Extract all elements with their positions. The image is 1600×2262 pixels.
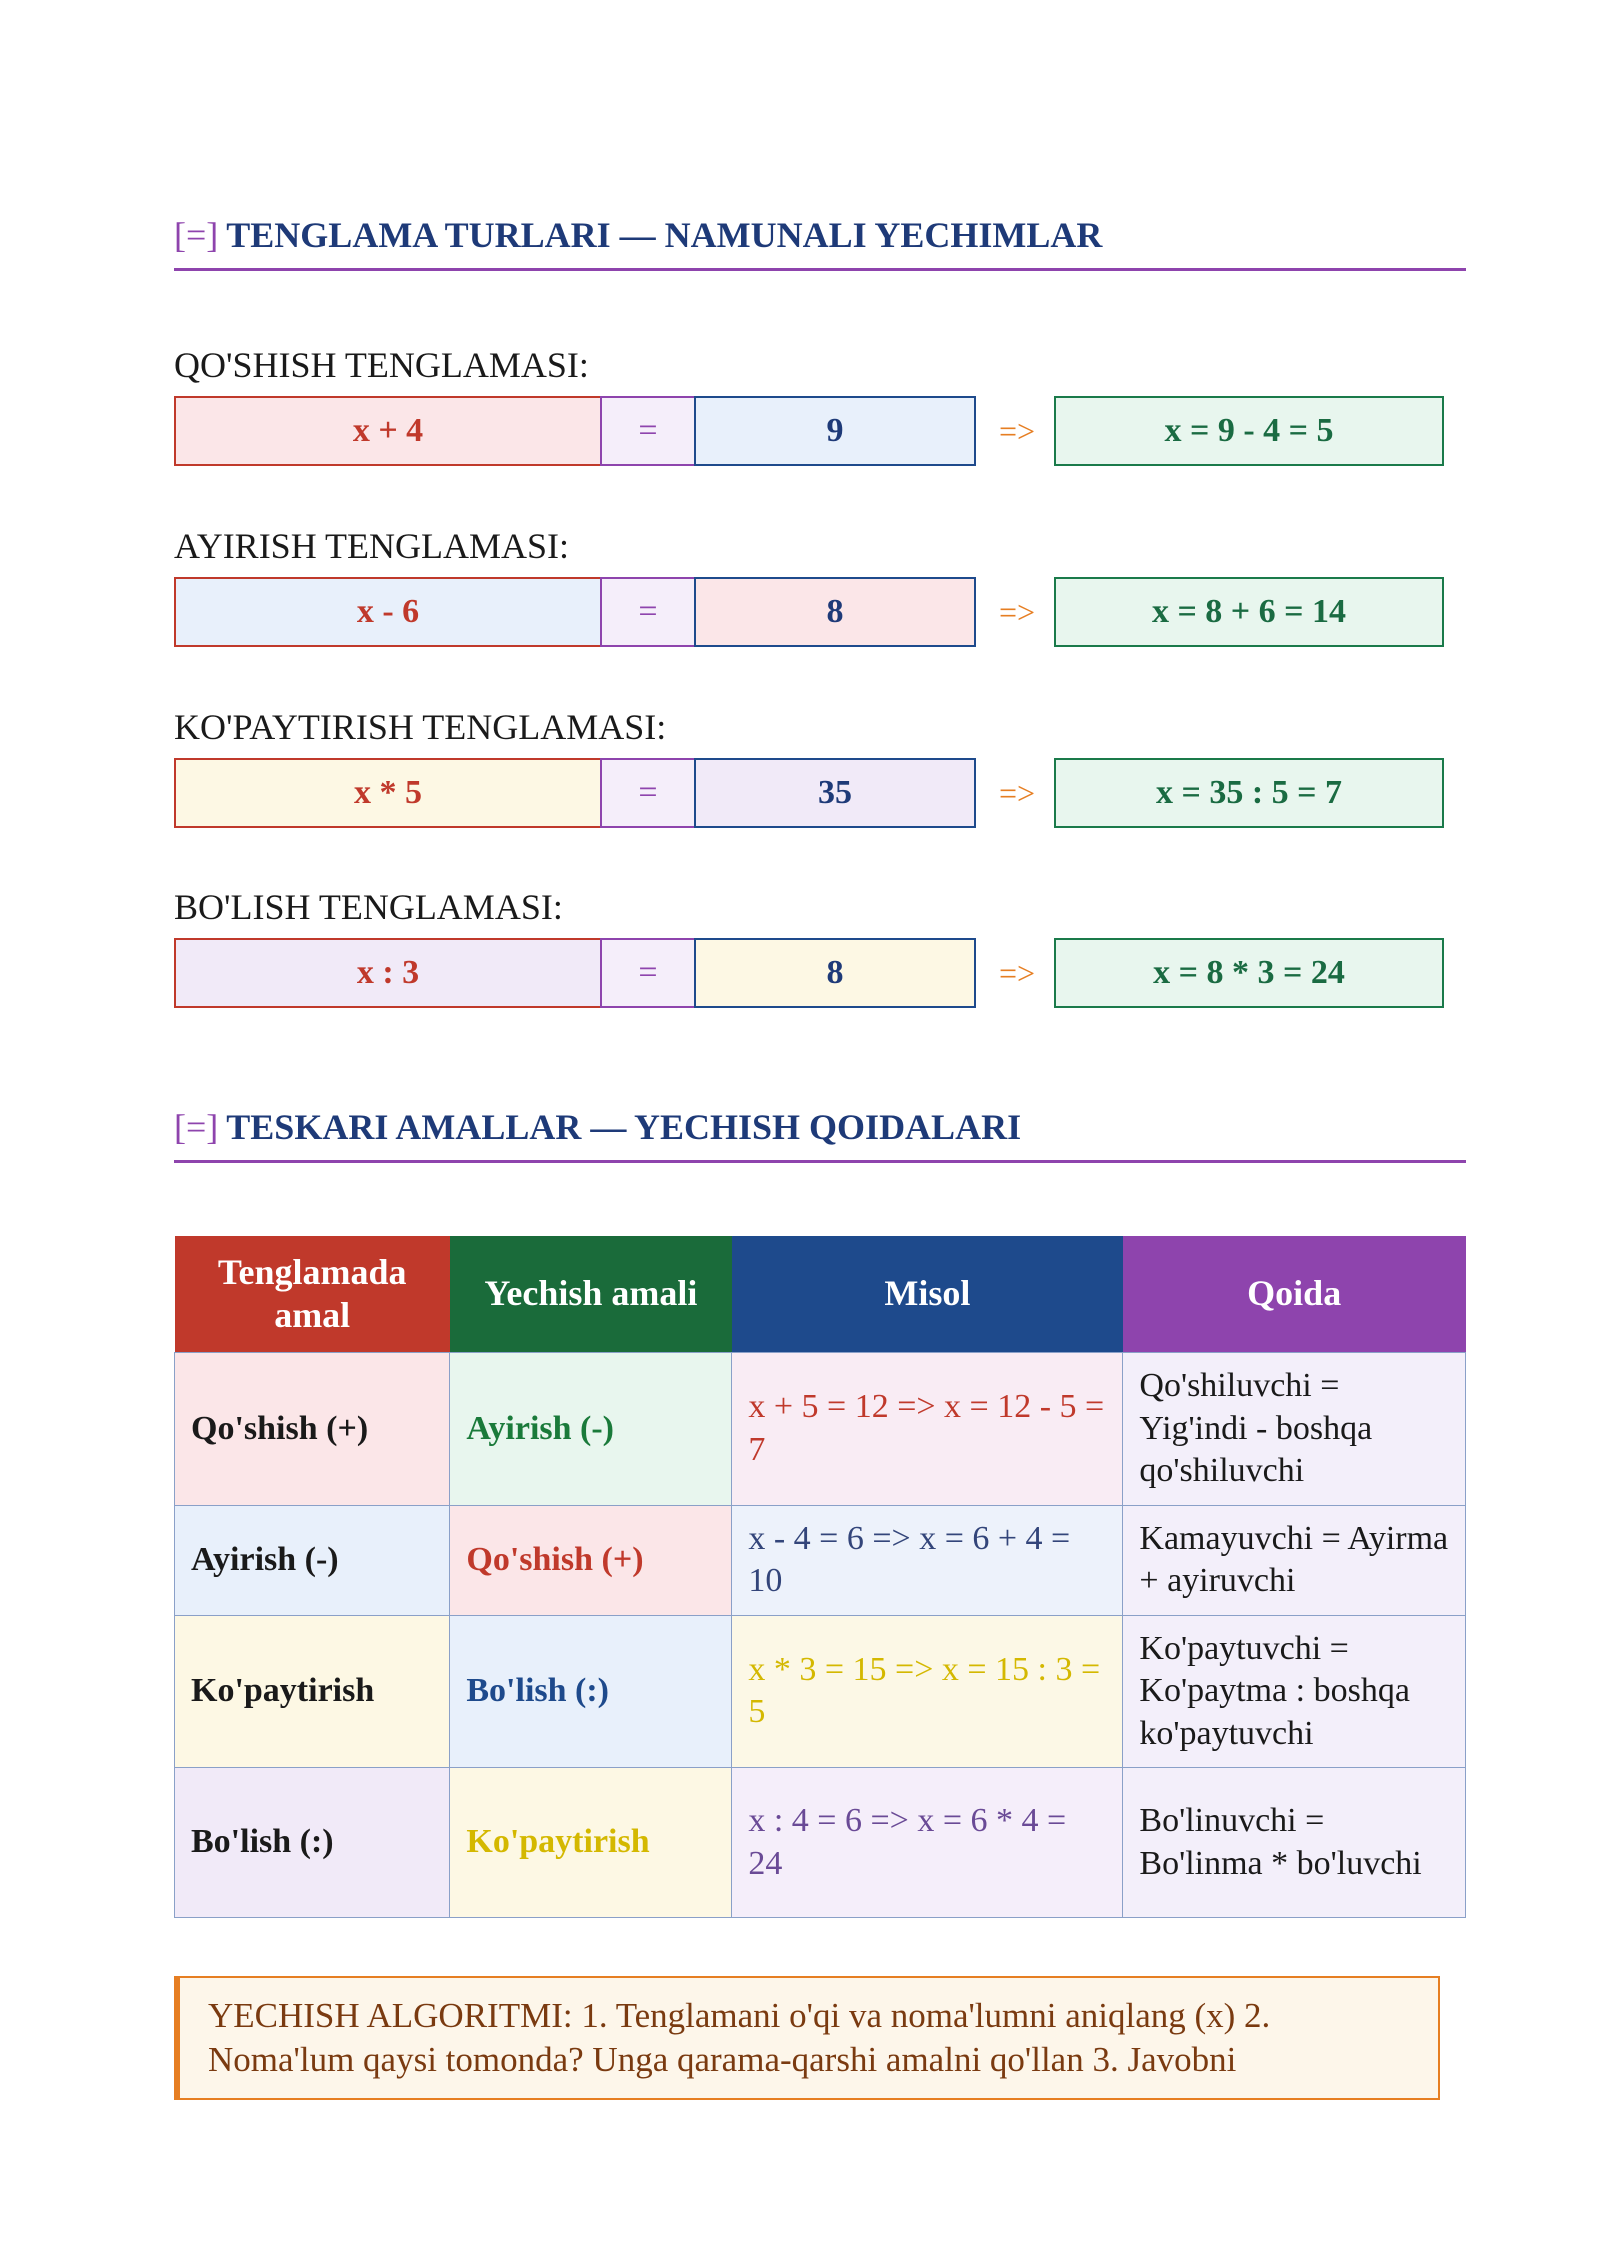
- equation-equals-sign: =: [600, 577, 696, 647]
- table-row: [175, 1615, 1466, 1768]
- equation-label-multiplication: KO'PAYTIRISH TENGLAMASI:: [174, 707, 667, 747]
- table-header-row: [175, 1236, 1466, 1353]
- equation-right-side: 8: [694, 577, 976, 647]
- section-heading-inverse-operations: [174, 1106, 1466, 1163]
- cell-operation: Qo'shish (+): [175, 1353, 450, 1506]
- equation-right-side: 8: [694, 938, 976, 1008]
- equation-solution: x = 8 * 3 = 24: [1054, 938, 1444, 1008]
- equation-row-multiplication: [174, 758, 1444, 832]
- cell-inverse: Ko'paytirish: [450, 1768, 732, 1918]
- heading-mark: [=]: [174, 215, 219, 255]
- cell-operation: Ko'paytirish: [175, 1615, 450, 1768]
- implies-arrow: =>: [998, 593, 1036, 630]
- heading-mark: [=]: [174, 1107, 219, 1147]
- equation-row-division: [174, 938, 1444, 1012]
- cell-rule: Qo'shiluvchi = Yig'indi - boshqa qo'shiluvchi: [1123, 1353, 1466, 1506]
- solution-algorithm-callout: YECHISH ALGORITMI: 1. Tenglamani o'qi va noma'lumni aniqlang (x) 2. Noma'lum qaysi tomonda? Unga qarama-qarshi amalni qo'llan 3. Javobni: [174, 1976, 1440, 2100]
- equation-row-addition: [174, 396, 1444, 470]
- cell-operation: Ayirish (-): [175, 1505, 450, 1615]
- cell-rule: Kamayuvchi = Ayirma + ayiruvchi: [1123, 1505, 1466, 1615]
- equation-label-division: BO'LISH TENGLAMASI:: [174, 887, 563, 927]
- heading-title: TESKARI AMALLAR — YECHISH QOIDALARI: [226, 1107, 1022, 1147]
- equation-left-side: x - 6: [174, 577, 602, 647]
- equation-right-side: 35: [694, 758, 976, 828]
- header-example: Misol: [732, 1236, 1123, 1353]
- cell-inverse: Ayirish (-): [450, 1353, 732, 1506]
- equation-equals-sign: =: [600, 396, 696, 466]
- equation-solution: x = 8 + 6 = 14: [1054, 577, 1444, 647]
- table-row: [175, 1505, 1466, 1615]
- implies-arrow: =>: [998, 954, 1036, 991]
- cell-rule: Ko'paytuvchi = Ko'paytma : boshqa ko'paytuvchi: [1123, 1615, 1466, 1768]
- header-rule: Qoida: [1123, 1236, 1466, 1353]
- equation-left-side: x + 4: [174, 396, 602, 466]
- header-solution-operation: Yechish amali: [450, 1236, 732, 1353]
- table-row: [175, 1768, 1466, 1918]
- equation-solution: x = 9 - 4 = 5: [1054, 396, 1444, 466]
- equation-left-side: x * 5: [174, 758, 602, 828]
- equation-right-side: 9: [694, 396, 976, 466]
- equation-equals-sign: =: [600, 938, 696, 1008]
- table-row: [175, 1353, 1466, 1506]
- implies-arrow: =>: [998, 412, 1036, 449]
- implies-arrow: =>: [998, 774, 1036, 811]
- heading-title: TENGLAMA TURLARI — NAMUNALI YECHIMLAR: [226, 215, 1103, 255]
- cell-operation: Bo'lish (:): [175, 1768, 450, 1918]
- equation-label-addition: QO'SHISH TENGLAMASI:: [174, 345, 589, 385]
- equation-left-side: x : 3: [174, 938, 602, 1008]
- cell-example: x : 4 = 6 => x = 6 * 4 = 24: [732, 1768, 1123, 1918]
- cell-inverse: Qo'shish (+): [450, 1505, 732, 1615]
- cell-rule: Bo'linuvchi = Bo'linma * bo'luvchi: [1123, 1768, 1466, 1918]
- cell-inverse: Bo'lish (:): [450, 1615, 732, 1768]
- equation-solution: x = 35 : 5 = 7: [1054, 758, 1444, 828]
- cell-example: x + 5 = 12 => x = 12 - 5 = 7: [732, 1353, 1123, 1506]
- header-operation: Tenglamada amal: [175, 1236, 450, 1353]
- cell-example: x * 3 = 15 => x = 15 : 3 = 5: [732, 1615, 1123, 1768]
- section-heading-equation-types: [174, 214, 1466, 271]
- equation-equals-sign: =: [600, 758, 696, 828]
- equation-row-subtraction: [174, 577, 1444, 651]
- cell-example: x - 4 = 6 => x = 6 + 4 = 10: [732, 1505, 1123, 1615]
- equation-label-subtraction: AYIRISH TENGLAMASI:: [174, 526, 570, 566]
- inverse-operations-table: [174, 1236, 1466, 1918]
